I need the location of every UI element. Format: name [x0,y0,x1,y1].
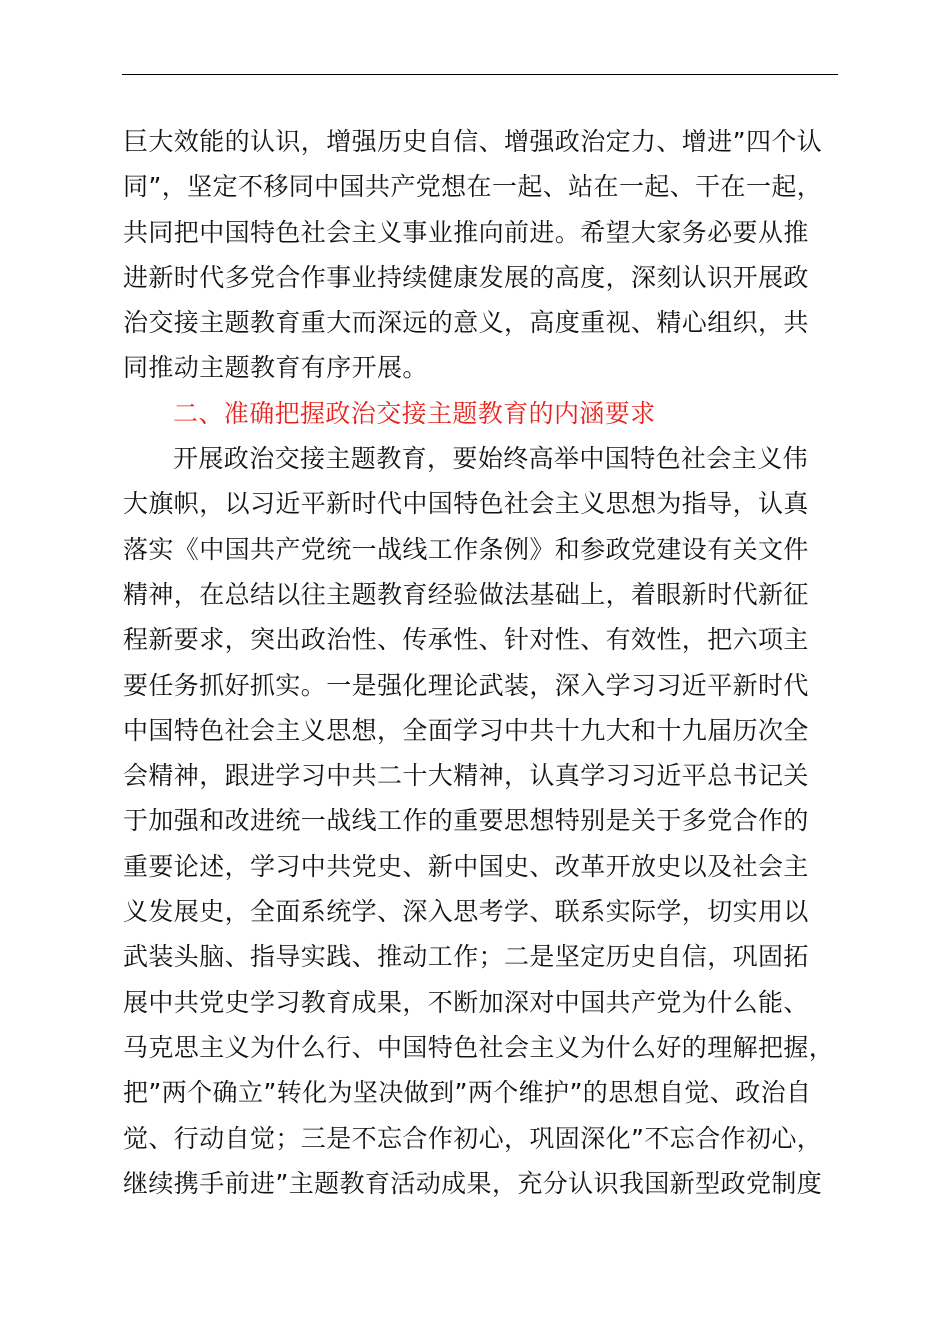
paragraph-1-line: 同推动主题教育有序开展。 [123,353,428,383]
paragraph-2-line: 要任务抓好抓实。一是强化理论武装，深入学习习近平新时代 [123,670,809,700]
paragraph-2-line: 武装头脑、指导实践、推动工作；二是坚定历史自信，巩固拓 [123,942,809,972]
paragraph-2-line: 大旗帜，以习近平新时代中国特色社会主义思想为指导，认真 [123,489,809,519]
paragraph-2-line: 于加强和改进统一战线工作的重要思想特别是关于多党合作的 [123,806,809,836]
paragraph-2-line: 开展政治交接主题教育，要始终高举中国特色社会主义伟 [173,444,809,474]
paragraph-2-line: 重要论述，学习中共党史、新中国史、改革开放史以及社会主 [123,851,809,881]
paragraph-2-line: 会精神，跟进学习中共二十大精神，认真学习习近平总书记关 [123,761,809,791]
section-heading: 二、准确把握政治交接主题教育的内涵要求 [173,398,656,428]
header-rule [122,74,838,75]
paragraph-2-line: 把”两个确立”转化为坚决做到”两个维护”的思想自觉、政治自 [123,1078,812,1108]
paragraph-2-line: 精神，在总结以往主题教育经验做法基础上，着眼新时代新征 [123,579,809,609]
document-body [123,119,843,1206]
paragraph-1-line: 同”，坚定不移同中国共产党想在一起、站在一起、干在一起， [123,172,823,202]
paragraph-2-line: 程新要求，突出政治性、传承性、针对性、有效性，把六项主 [123,625,809,655]
paragraph-1-line: 治交接主题教育重大而深远的意义，高度重视、精心组织，共 [123,308,809,338]
paragraph-2-line: 继续携手前进”主题教育活动成果，充分认识我国新型政党制度 [123,1168,823,1198]
paragraph-2-line: 落实《中国共产党统一战线工作条例》和参政党建设有关文件 [123,534,809,564]
paragraph-2-line: 中国特色社会主义思想，全面学习中共十九大和十九届历次全 [123,715,809,745]
paragraph-2-line: 觉、行动自觉；三是不忘合作初心，巩固深化”不忘合作初心， [123,1123,823,1153]
paragraph-1-line: 巨大效能的认识，增强历史自信、增强政治定力、增进”四个认 [123,127,823,156]
paragraph-1-line: 进新时代多党合作事业持续健康发展的高度，深刻认识开展政 [123,262,809,292]
paragraph-2-line: 展中共党史学习教育成果，不断加深对中国共产党为什么能、 [123,987,809,1017]
paragraph-2-line: 马克思主义为什么行、中国特色社会主义为什么好的理解把握， [123,1032,835,1062]
paragraph-1-line: 共同把中国特色社会主义事业推向前进。希望大家务必要从推 [123,217,809,247]
paragraph-2-line: 义发展史，全面系统学、深入思考学、联系实际学，切实用以 [123,897,809,927]
